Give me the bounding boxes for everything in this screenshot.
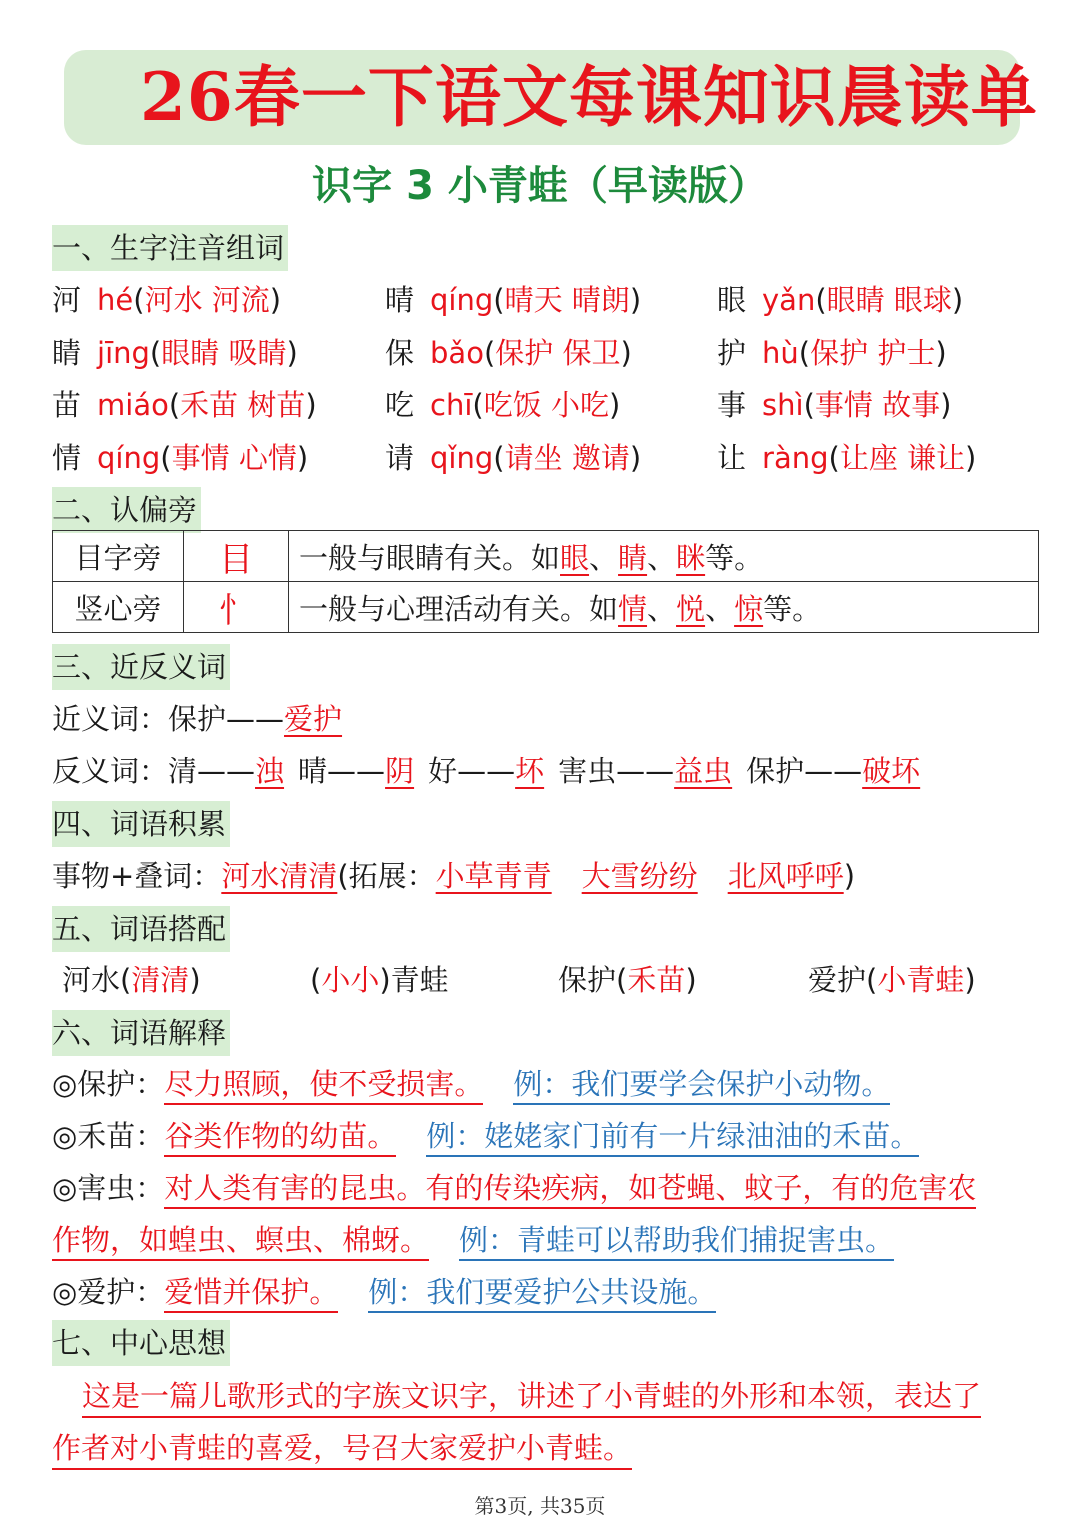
section-heading-accumulation: 四、词语积累 (52, 801, 230, 847)
character-entry: 情 qíng(事情 心情) (52, 440, 309, 475)
character-entry: 苗 miáo(禾苗 树苗) (52, 388, 317, 422)
character: 晴 (385, 283, 415, 317)
radical-glyph: 忄 (184, 582, 289, 633)
character-entry: 请 qǐng(请坐 邀请) (385, 440, 642, 475)
page-footer: 第3页, 共35页 (474, 1494, 606, 1518)
character: 让 (717, 440, 747, 475)
character: 情 (52, 440, 82, 475)
character-entry: 保 bǎo(保护 保卫) (385, 335, 632, 370)
character-entry: 河 hé(河水 河流) (52, 283, 282, 317)
character-entry: 护 hù(保护 护士) (717, 335, 947, 370)
character-words: 禾苗 树苗 (180, 388, 306, 422)
character: 睛 (52, 335, 82, 370)
radical-description: 一般与眼睛有关。如眼、睛、眯等。 (289, 531, 1039, 582)
character-words: 保护 护士 (810, 335, 936, 370)
explanation-item-continued: 作物，如蝗虫、螟虫、棉蚜。 例：青蛙可以帮助我们捕捉害虫。 (52, 1218, 894, 1262)
radical-row (53, 582, 1039, 633)
character: 吃 (385, 388, 415, 422)
section-heading-explanations: 六、词语解释 (52, 1010, 230, 1056)
character-entry: 晴 qíng(晴天 晴朗) (385, 283, 642, 317)
character-words: 事情 故事 (814, 388, 941, 422)
character: 苗 (52, 388, 82, 422)
pinyin: qíng (430, 283, 494, 317)
character-entry: 吃 chī(吃饭 小吃) (385, 388, 621, 422)
character-words: 事情 心情 (171, 440, 297, 475)
radical-name: 竖心旁 (53, 582, 184, 633)
antonyms-line: 反义词：清——浊 晴——阴 好——坏 害虫——益虫 保护——破坏 (52, 754, 921, 788)
explanation-item: ◎保护：尽力照顾，使不受损害。 例：我们要学会保护小动物。 (52, 1062, 890, 1106)
section-heading-radicals: 二、认偏旁 (52, 487, 201, 533)
character: 河 (52, 283, 82, 317)
lesson-subtitle: 识字 3 小青蛙（早读版） (312, 163, 768, 209)
explanation-item: ◎爱护：爱惜并保护。 例：我们要爱护公共设施。 (52, 1270, 716, 1314)
accumulation-line: 事物+叠词：河水清清(拓展：小草青青 大雪纷纷 北风呼呼) (52, 859, 856, 893)
pinyin: bǎo (430, 335, 484, 370)
pinyin: jīng (97, 335, 150, 370)
central-idea-line: 这是一篇儿歌形式的字族文识字，讲述了小青蛙的外形和本领，表达了 (52, 1370, 1032, 1422)
pinyin: ràng (762, 440, 829, 475)
explanation-item: ◎害虫：对人类有害的昆虫。有的传染疾病，如苍蝇、蚊子，有的危害农 (52, 1166, 976, 1210)
pinyin: shì (762, 388, 804, 422)
radicals-table (52, 530, 1039, 633)
pinyin: yǎn (762, 283, 816, 317)
pinyin: qǐng (430, 440, 494, 475)
character-words: 请坐 邀请 (504, 440, 630, 475)
radical-glyph: 目 (184, 531, 289, 582)
collocation-item: (小小)青蛙 (310, 963, 449, 997)
section-heading-synonyms: 三、近反义词 (52, 644, 230, 690)
character-words: 保护 保卫 (495, 335, 621, 370)
character-entry: 让 ràng(让座 谦让) (717, 440, 977, 475)
character-words: 眼睛 眼球 (826, 283, 952, 317)
character-words: 眼睛 吸睛 (161, 335, 287, 370)
collocation-item: 河水(清清) (62, 963, 201, 997)
section-heading-collocations: 五、词语搭配 (52, 906, 230, 952)
character-entry: 睛 jīng(眼睛 吸睛) (52, 335, 298, 370)
collocation-item: 爱护(小青蛙) (808, 963, 976, 997)
pinyin: chī (430, 388, 473, 422)
central-idea-line: 作者对小青蛙的喜爱，号召大家爱护小青蛙。 (52, 1422, 1032, 1474)
section-heading-characters: 一、生字注音组词 (52, 225, 288, 271)
character-words: 让座 谦让 (839, 440, 966, 475)
character: 保 (385, 335, 415, 370)
collocation-item: 保护(禾苗) (558, 963, 697, 997)
section-heading-central-idea: 七、中心思想 (52, 1320, 230, 1366)
radical-name: 目字旁 (53, 531, 184, 582)
character: 请 (385, 440, 415, 475)
radical-description: 一般与心理活动有关。如情、悦、惊等。 (289, 582, 1039, 633)
page-title: 26春一下语文每课知识晨读单 (140, 58, 1038, 136)
pinyin: hé (97, 283, 134, 317)
radical-row (53, 531, 1039, 582)
character-words: 河水 河流 (144, 283, 270, 317)
character: 眼 (717, 283, 747, 317)
character-words: 晴天 晴朗 (504, 283, 630, 317)
pinyin: qíng (97, 440, 161, 475)
synonyms-line: 近义词：保护——爱护 (52, 702, 343, 736)
pinyin: miáo (97, 388, 169, 422)
character: 事 (717, 388, 747, 422)
pinyin: hù (762, 335, 799, 370)
character-entry: 事 shì(事情 故事) (717, 388, 952, 422)
character-entry: 眼 yǎn(眼睛 眼球) (717, 283, 964, 317)
explanation-item: ◎禾苗：谷类作物的幼苗。 例：姥姥家门前有一片绿油油的禾苗。 (52, 1114, 919, 1158)
character: 护 (717, 335, 747, 370)
character-words: 吃饭 小吃 (483, 388, 609, 422)
